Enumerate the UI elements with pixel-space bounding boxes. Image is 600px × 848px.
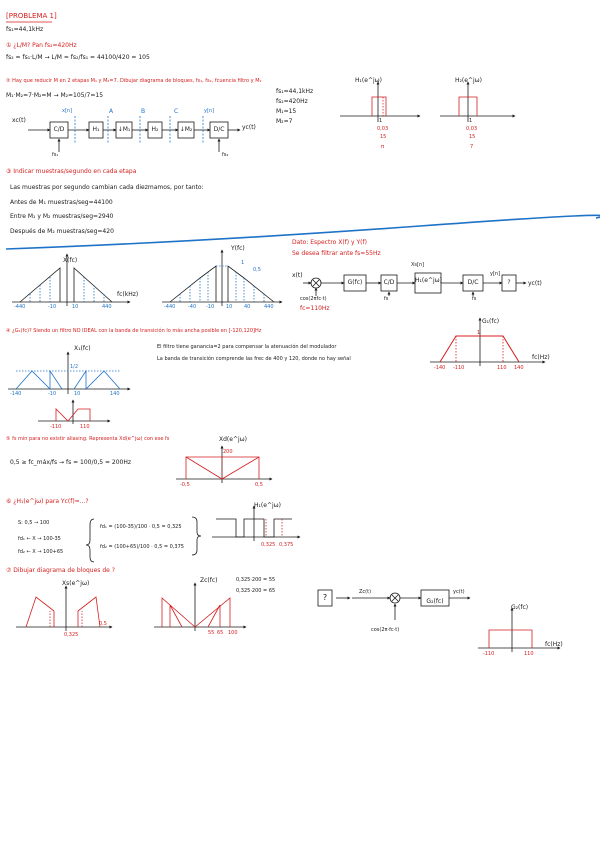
g-label: G₁(fc) xyxy=(482,318,500,325)
q6-map-3: fd₂ ← X → 100+65 xyxy=(18,549,64,555)
q6-f2: fd₂ = (100+65)/100 · 0,5 = 0,375 xyxy=(100,544,184,550)
h2-tick-3: 15 xyxy=(469,134,476,140)
chain-fs2: fs₂ xyxy=(222,152,229,158)
q6-tick-2: 0,375 xyxy=(279,542,294,548)
spec2-top: 1 xyxy=(241,260,245,266)
h1-tick-1: 1 xyxy=(379,118,383,124)
g-top: 1 xyxy=(477,330,481,336)
spec1-xlabel: fc(kHz) xyxy=(117,291,139,298)
chain-box-cd xyxy=(50,122,68,138)
q5-tick-1: -0,5 xyxy=(180,482,190,488)
q4-p2-tick-2: 110 xyxy=(80,424,90,430)
q6-map-1: S: 0,5 → 100 xyxy=(18,520,50,526)
h1-tick-4: π xyxy=(381,144,385,150)
q6-plot-label: H₁(e^jω) xyxy=(254,502,282,509)
spec2-tick-5: 40 xyxy=(244,304,251,310)
q5-prompt: ⑤ fs mín para no existir aliasing. Representa Xd(e^jω) con ese fs xyxy=(6,436,170,442)
marker-xn: x[n] xyxy=(62,108,73,114)
q4-answer2: La banda de transición comprende las frec de 400 y 120, donde no hay señal xyxy=(157,356,351,362)
h1-label: H₁(e^jω) xyxy=(355,77,383,84)
spec1-tick-3: 10 xyxy=(72,304,79,310)
q7-plot2-tick-3: 100 xyxy=(228,630,238,636)
spec2-tick-6: 440 xyxy=(264,304,274,310)
spec1-tick-1: -440 xyxy=(14,304,26,310)
dato-block-g: G(fc) xyxy=(347,279,363,286)
dato-box-h xyxy=(415,273,441,293)
q3-intro: Las muestras por segundo cambian cada diezmamos, por tanto: xyxy=(10,184,204,191)
q7-note-1: 0,325·200 = 55 xyxy=(236,577,276,583)
spec2-tick-3: -10 xyxy=(206,304,215,310)
q4-answer1: El filtro tiene ganancia=2 para compensar la atenuación del modulador xyxy=(157,344,337,350)
q1-formula: fs₂ = fs₁·L/M → L/M = fs₂/fs₁ = 44100/420 = 105 xyxy=(6,54,150,61)
q7-plot1-label: Xs(e^jω) xyxy=(62,580,90,587)
q5-formula: 0,5 ≥ fc_máx/fs → fs = 100/0,5 = 200Hz xyxy=(10,459,132,466)
q3-line-3: Después de M₂ muestras/seg=420 xyxy=(10,228,114,235)
q1-prompt: ① ¿L/M? Pan fs₂=420Hz xyxy=(6,42,77,49)
q7-carrier: cos(2π·fc·t) xyxy=(371,627,400,633)
q7-note-2: 0,325·200 = 65 xyxy=(236,588,276,594)
h2-label: H₂(e^jω) xyxy=(455,77,483,84)
q7-g2-tick-2: 110 xyxy=(524,651,534,657)
chain-box-h1 xyxy=(89,122,103,138)
marker-a: A xyxy=(109,108,114,115)
block-m2: ↓M₂ xyxy=(179,126,193,133)
spec2-tick-4: 10 xyxy=(226,304,233,310)
q7-prompt: ⑦ Dibujar diagrama de bloques de ? xyxy=(6,567,115,574)
q4-tick-3: 10 xyxy=(74,391,81,397)
dato-block-dc: D/C xyxy=(467,279,479,286)
dato-box-q xyxy=(502,275,516,291)
page-title: [PROBLEMA 1] xyxy=(6,12,57,20)
q4-tick-4: 140 xyxy=(110,391,120,397)
q6-map-2: fd₁ ← X → 100-35 xyxy=(18,536,61,542)
spec2-side: 0,5 xyxy=(253,267,261,273)
spec2-tick-2: -40 xyxy=(188,304,197,310)
dato-output: yc(t) xyxy=(528,280,542,287)
q4-plot-value: 1/2 xyxy=(70,364,79,370)
q4-tick-2: -10 xyxy=(48,391,57,397)
q4-tick-1: -140 xyxy=(10,391,22,397)
q3-line-2: Entre M₁ y M₂ muestras/seg=2940 xyxy=(10,213,114,220)
q7-plot2-tick-1: 55 xyxy=(208,630,215,636)
g-tick-1: -140 xyxy=(434,365,446,371)
dato-input: x(t) xyxy=(292,272,303,279)
dato-box-g xyxy=(344,275,366,291)
h1-tick-2: 0,03 xyxy=(377,126,389,132)
q7-block-g2: G₂(fc) xyxy=(426,598,444,605)
q6-prompt: ⑥ ¿H₁(e^jω) para Yc(f)=...? xyxy=(6,498,89,505)
h2-tick-4: 7 xyxy=(470,144,474,150)
spec1-ylabel: X(fc) xyxy=(63,257,78,264)
chain-box-dc xyxy=(210,122,228,138)
q2-val-m1: M₁=15 xyxy=(276,108,297,115)
dato-xs: Xs[n] xyxy=(411,262,425,268)
q5-plot-value: 200 xyxy=(223,449,233,455)
marker-c: C xyxy=(174,108,179,115)
q3-prompt: ③ Indicar muestras/segundo en cada etapa xyxy=(6,168,137,175)
q7-plot2-tick-2: 65 xyxy=(217,630,224,636)
dato-fs2: fs xyxy=(472,296,477,302)
q7-g2-tick-1: -110 xyxy=(483,651,495,657)
dato-box-cd xyxy=(381,275,397,291)
dato-yn: y[n] xyxy=(490,271,501,277)
dato-title: Dato: Espectro X(f) y Y(f) xyxy=(292,239,367,246)
q7-qmark: ? xyxy=(322,593,328,602)
q6-f1: fd₁ = (100-35)/100 · 0,5 = 0,325 xyxy=(100,524,182,530)
q7-input: Zc(t) xyxy=(359,589,372,595)
q7-output: yc(t) xyxy=(453,589,465,595)
q7-box-g2 xyxy=(421,590,449,606)
marker-yn: y[n] xyxy=(204,108,215,114)
q7-g2-label: G₂(fc) xyxy=(511,604,529,611)
block-h1: H₁ xyxy=(92,126,100,133)
block-cd: C/D xyxy=(53,126,65,133)
g-xlabel: fc(Hz) xyxy=(532,354,550,361)
h2-tick-2: 0,03 xyxy=(466,126,478,132)
q7-plot1-tick-1: 0,325 xyxy=(64,632,79,638)
chain-output: yc(t) xyxy=(242,124,256,131)
chain-box-m1 xyxy=(116,122,132,138)
spec1-tick-2: -10 xyxy=(48,304,57,310)
g-tick-2: -110 xyxy=(453,365,465,371)
fs-value: fs₁=44,1kHz xyxy=(6,26,44,33)
g-tick-4: 140 xyxy=(514,365,524,371)
q2-val-fs1: fs₁=44,1kHz xyxy=(276,88,314,95)
dato-fc: fc=110Hz xyxy=(300,305,330,312)
marker-b: B xyxy=(141,108,146,115)
q4-plot-label: X₁(fc) xyxy=(74,345,91,352)
q4-prompt: ④ ¿G₁(fc)? Siendo un filtro NO IDEAL con la banda de transición lo más ancha posible en [-120,120]Hz xyxy=(6,328,262,334)
q7-box-q xyxy=(318,590,332,606)
q7-plot2-label: Zc(fc) xyxy=(200,577,218,584)
dato-carrier: cos(2πfc·t) xyxy=(300,296,327,302)
spec2-tick-1: -440 xyxy=(164,304,176,310)
q5-tick-2: 0,5 xyxy=(255,482,263,488)
dato-fs: fs xyxy=(384,296,389,302)
chain-box-h2 xyxy=(148,122,162,138)
q2-prompt: ② Hay que reducir M en 2 etapas M₁ y M₂=7. Dibujar diagrama de bloques, fs₁, fs₂, fcuencia filtro y M₁ xyxy=(6,78,262,84)
q7-plot1-tick-2: 0,5 xyxy=(99,621,107,627)
spec2-ylabel: Y(fc) xyxy=(231,245,245,252)
q4-p2-tick-1: -110 xyxy=(50,424,62,430)
h2-tick-1: 1 xyxy=(469,118,473,124)
q5-plot-label: Xd(e^jω) xyxy=(219,436,248,443)
dato-box-dc xyxy=(463,275,483,291)
q7-g2-xlabel: fc(Hz) xyxy=(545,641,563,648)
block-h2: H₂ xyxy=(151,126,159,133)
dato-block-cd: C/D xyxy=(383,279,395,286)
q2-relation: M₁·M₂=7·M₂=M → M₂=105/7=15 xyxy=(6,92,104,99)
q2-val-m2: M₂=7 xyxy=(276,118,293,125)
block-dc: D/C xyxy=(213,126,225,133)
chain-input: xc(t) xyxy=(12,117,26,124)
dato-subtitle: Se desea filtrar ante fs=55Hz xyxy=(292,250,381,257)
q2-val-fs2: fs₂=420Hz xyxy=(276,98,308,105)
chain-fs1: fs₁ xyxy=(52,152,59,158)
q3-line-1: Antes de M₁ muestras/seg=44100 xyxy=(10,199,113,206)
spec1-tick-4: 440 xyxy=(102,304,112,310)
chain-box-m2 xyxy=(178,122,194,138)
dato-block-q: ? xyxy=(507,279,511,286)
h1-tick-3: 15 xyxy=(380,134,387,140)
dato-block-h: H₁(e^jω) xyxy=(415,277,443,284)
block-m1: ↓M₁ xyxy=(117,126,131,133)
g-tick-3: 110 xyxy=(497,365,507,371)
q6-tick-1: 0,325 xyxy=(261,542,276,548)
